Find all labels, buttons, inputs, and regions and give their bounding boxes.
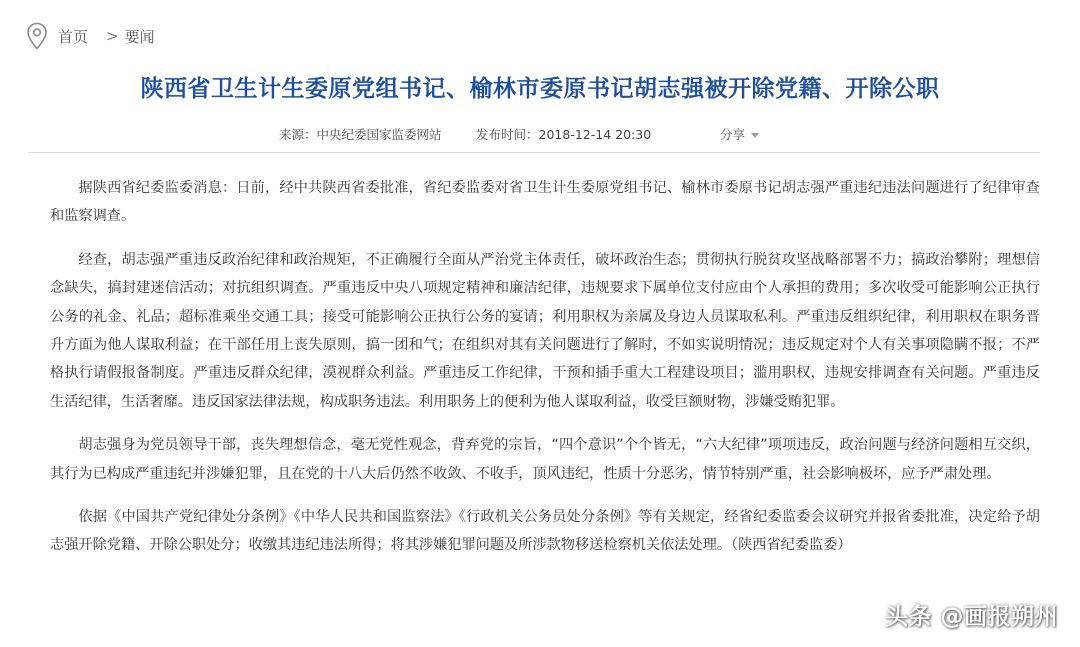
- caret-down-icon: [751, 133, 759, 138]
- article-body: [50, 174, 1040, 575]
- article-paragraph: 经查，胡志强严重违反政治纪律和政治规矩，不正确履行全面从严治党主体责任，破坏政治生态；贯彻执行脱贫攻坚战略部署不力；搞政治攀附；理想信念缺失，搞封建迷信活动；对抗组织调查。严重违反中央八项规定精神和廉洁纪律，违规要求下属单位支付应由个人承担的费用；多次收受可能影响公正执行公务的礼金、礼品；超标准乘坐交通工具；接受可能影响公正执行公务的宴请；利用职权为亲属及身边人员谋取私利。严重违反组织纪律，利用职权在职务晋升方面为他人谋取利益；在干部任用上丧失原则，搞一团和气；在组织对其有关问题进行了解时，不如实说明情况；违反规定对个人有关事项隐瞒不报；不严格执行请假报备制度。严重违反群众纪律，漠视群众利益。严重违反工作纪律，干预和插手重大工程建设项目；滥用职权，违规安排调查有关问题。严重违反生活纪律，生活奢靡。违反国家法律法规，构成职务违法。利用职务上的便利为他人谋取利益，收受巨额财物，涉嫌受贿犯罪。: [50, 251, 1040, 410]
- breadcrumb: [26, 22, 155, 50]
- watermark: 头条 @画报朔州: [884, 604, 1058, 630]
- article-paragraph: 据陕西省纪委监委消息：日前，经中共陕西省委批准，省纪委监委对省卫生计生委原党组书记、榆林市委原书记胡志强严重违纪违法问题进行了纪律审查和监察调查。: [50, 180, 1040, 225]
- share-button[interactable]: [720, 124, 759, 146]
- header-divider: [28, 152, 1040, 153]
- article-meta: [0, 124, 1080, 146]
- breadcrumb-separator: >: [106, 27, 119, 45]
- breadcrumb-home-link[interactable]: 首页: [58, 27, 89, 46]
- article-paragraph: 依据《中国共产党纪律处分条例》《中华人民共和国监察法》《行政机关公务员处分条例》等有关规定，经省纪委监委会议研究并报省委批准，决定给予胡志强开除党籍、开除公职处分；收缴其违纪违法所得；将其涉嫌犯罪问题及所涉款物移送检察机关依法处理。（陕西省纪委监委）: [50, 509, 1040, 554]
- article-source: 来源：中央纪委国家监委网站: [279, 127, 442, 142]
- location-pin-icon: [26, 22, 48, 50]
- article-title: 陕西省卫生计生委原党组书记、榆林市委原书记胡志强被开除党籍、开除公职: [140, 76, 940, 102]
- article-paragraph: 胡志强身为党员领导干部，丧失理想信念，毫无党性观念，背弃党的宗旨，“四个意识”个个皆无，“六大纪律”项项违反，政治问题与经济问题相互交织，其行为已构成严重违纪并涉嫌犯罪，且在党的十八大后仍然不收敛、不收手，顶风违纪，性质十分恶劣，情节特别严重，社会影响极坏，应予严肃处理。: [50, 437, 1040, 482]
- breadcrumb-current-link[interactable]: 要闻: [124, 27, 155, 46]
- share-label: 分享: [720, 127, 746, 142]
- article-publish-time: 发布时间：2018-12-14 20:30: [476, 127, 652, 142]
